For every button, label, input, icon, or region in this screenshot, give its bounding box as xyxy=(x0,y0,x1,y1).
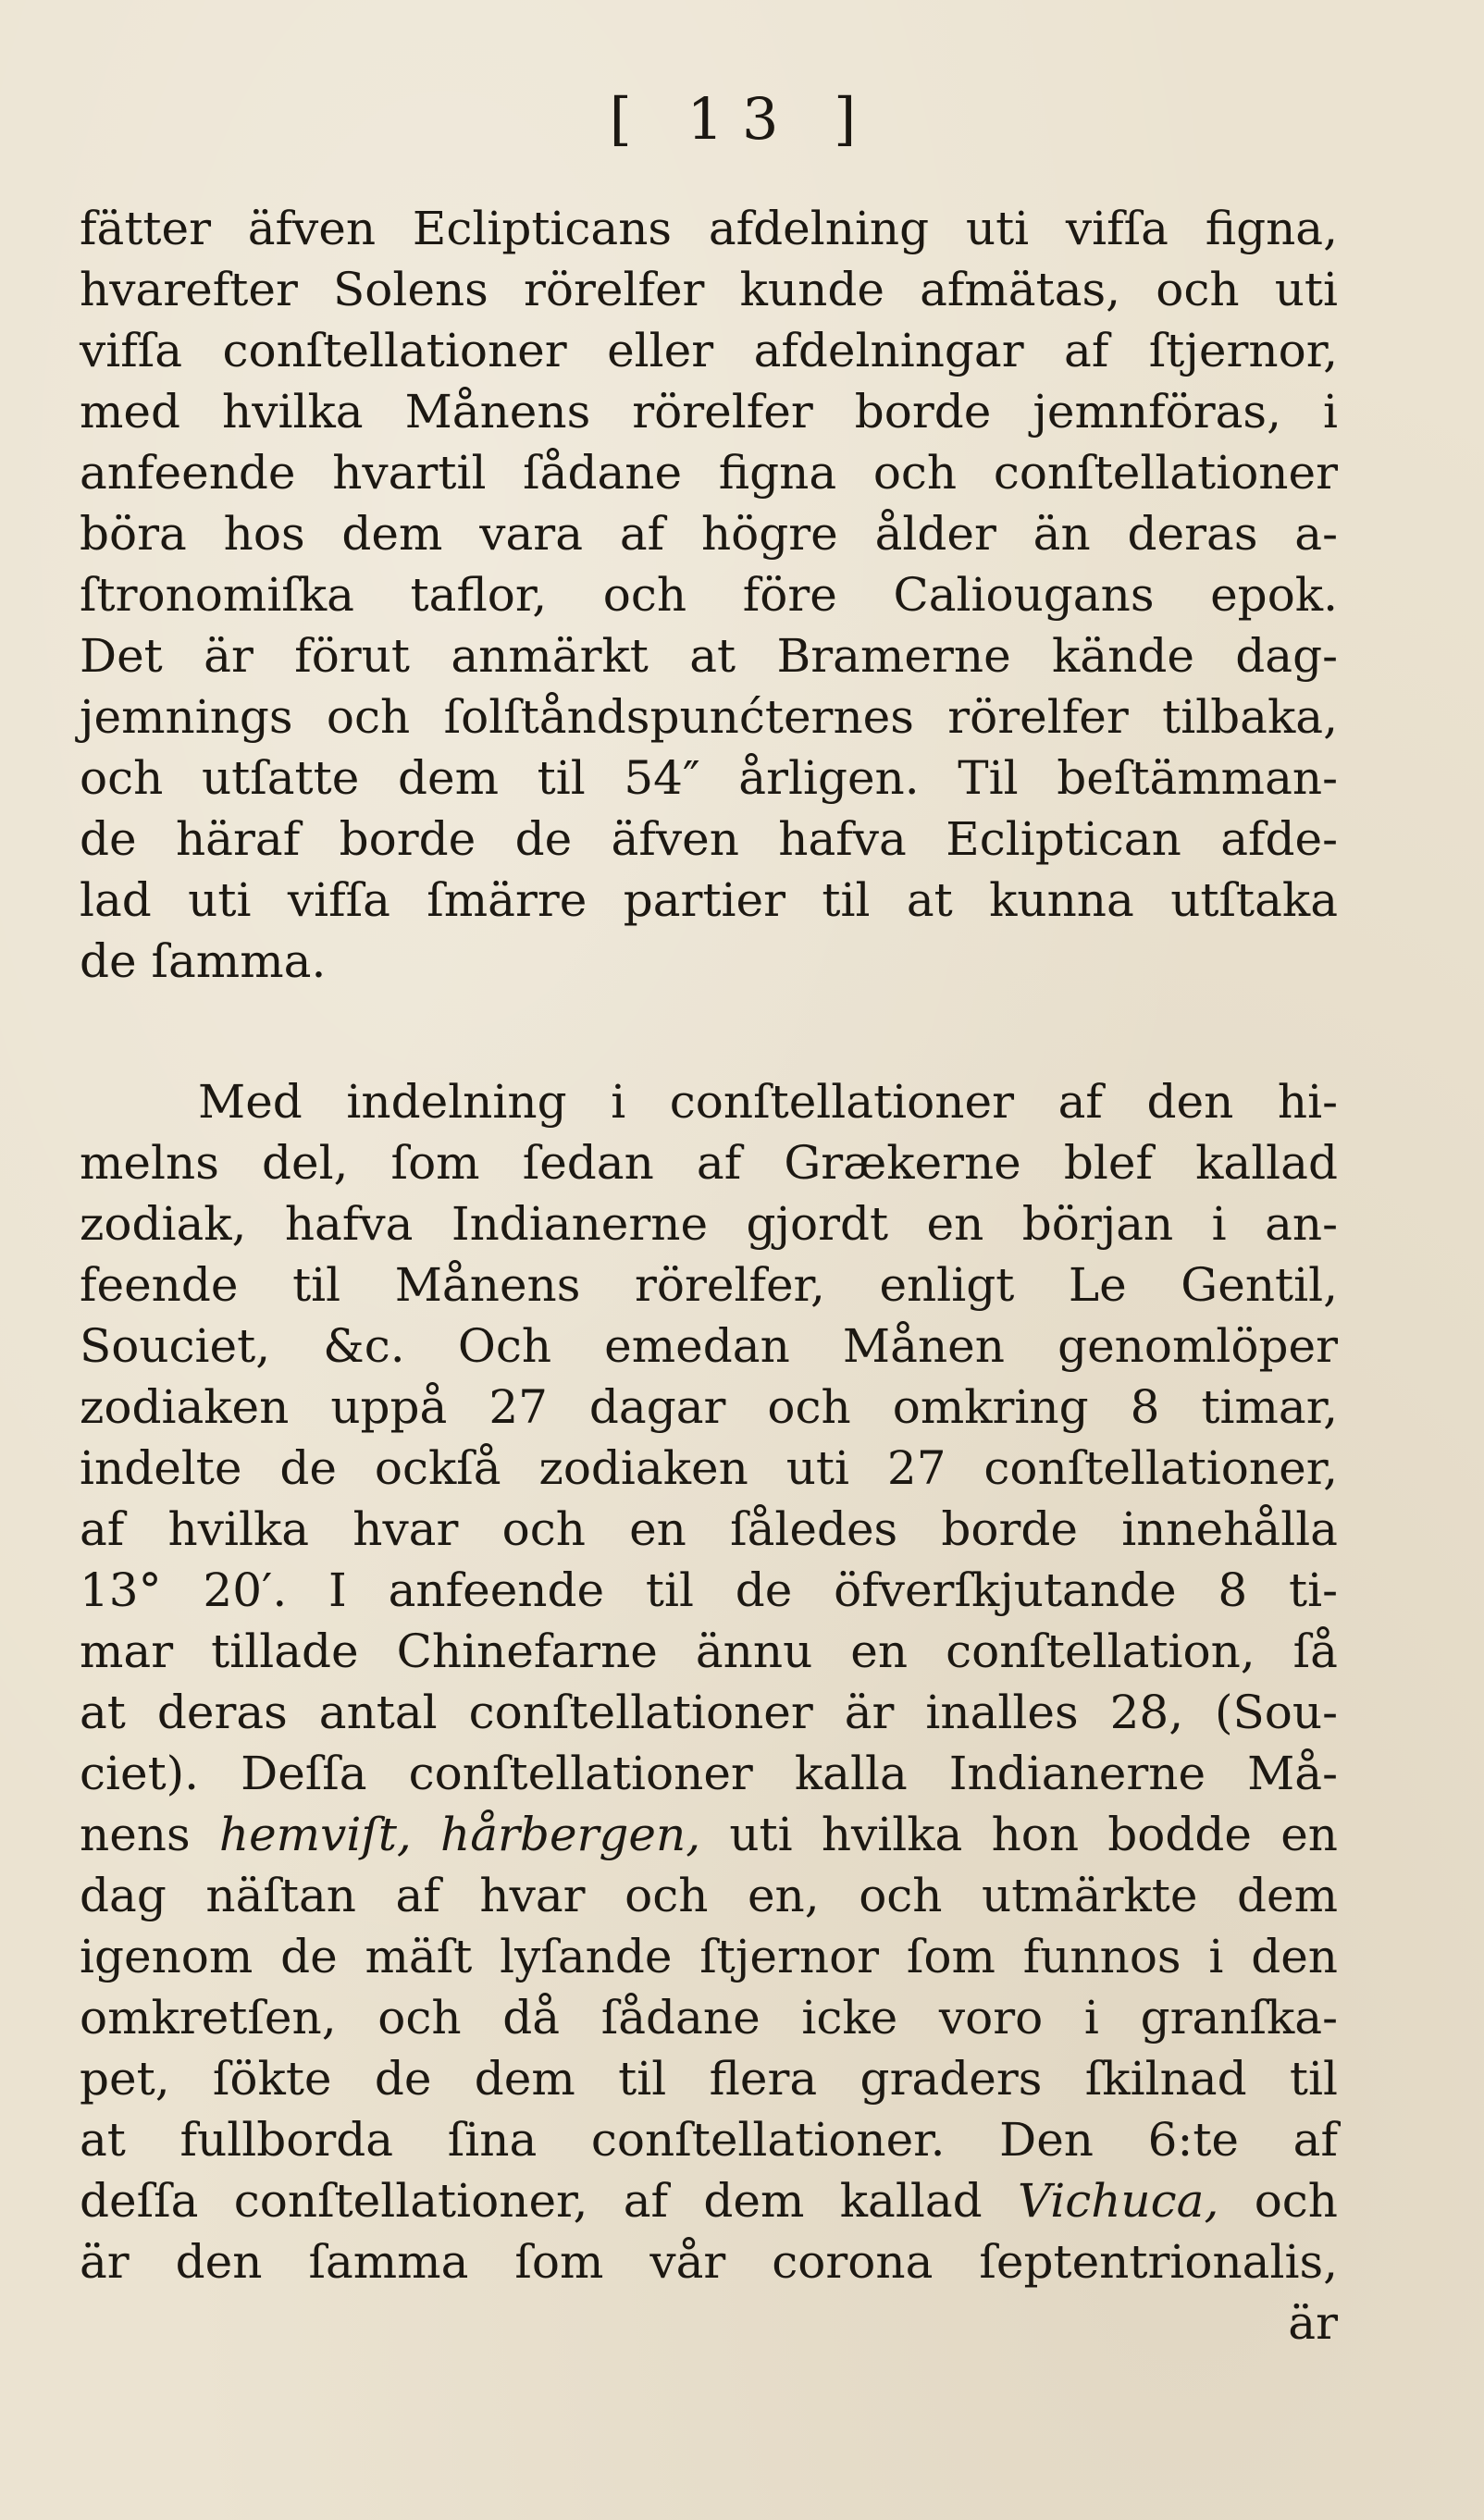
text-line: vifſa conſtellationer eller afdelningar af ſtjernor, xyxy=(80,324,1338,377)
paragraph-1 xyxy=(80,198,1338,992)
text-line: hvarefter Solens rörelfer kunde afmätas, och uti xyxy=(80,263,1338,316)
text-run: deſſa conſtellationer, af dem kallad xyxy=(80,2174,1018,2228)
text-line: fätter äfven Eclipticans afdelning uti vifſa figna, xyxy=(80,202,1338,255)
text-run: och xyxy=(1218,2174,1339,2228)
text-line: 13° 20′. I anfeende til de öfverſkjutande 8 ti- xyxy=(80,1563,1338,1617)
text-line: Det är förut anmärkt at Bramerne kände dag- xyxy=(80,629,1338,683)
text-line-italic-terms xyxy=(80,1804,1338,1865)
text-line: ſtronomiſka taflor, och före Caliougans epok. xyxy=(80,568,1338,622)
text-line: omkretſen, och då ſådane icke voro i granſka- xyxy=(80,1991,1338,2044)
text-line: Med indelning i conſtellationer af den hi- xyxy=(198,1075,1338,1129)
text-line: zodiak, hafva Indianerne gjordt en början i an- xyxy=(80,1197,1338,1251)
text-line: ciet). Deſſa conſtellationer kalla Indianerne Må- xyxy=(80,1747,1338,1800)
text-line: pet, ſökte de dem til flera graders ſkilnad til xyxy=(80,2052,1338,2106)
catchword: är xyxy=(1288,2296,1338,2350)
text-line: med hvilka Månens rörelfer borde jemnföras, i xyxy=(80,385,1338,439)
text-line: lad uti vifſa ſmärre partier til at kunna utſtaka xyxy=(80,873,1338,927)
text-line: och utſatte dem til 54″ årligen. Til beſtämman- xyxy=(80,751,1338,805)
text-line: jemnings och ſolſtåndspunćternes rörelfer tilbaka, xyxy=(80,690,1338,744)
text-line: de häraf borde de äfven hafva Ecliptican afde- xyxy=(80,812,1338,866)
text-line: Souciet, &c. Och emedan Månen genomlöper xyxy=(80,1319,1338,1373)
paragraph-2 xyxy=(80,1071,1338,2353)
text-line: af hvilka hvar och en ſåledes borde innehålla xyxy=(80,1502,1338,1556)
text-line: at deras antal conſtellationer är inalles 28, (Sou- xyxy=(80,1686,1338,1739)
text-line: är den ſamma ſom vår corona ſeptentrionalis, xyxy=(80,2235,1338,2289)
text-line: böra hos dem vara af högre ålder än deras a- xyxy=(80,507,1338,561)
text-line: de ſamma. xyxy=(80,934,327,988)
text-line-vichuca xyxy=(80,2170,1338,2231)
page-number-header: [ 13 ] xyxy=(609,85,875,153)
text-line: dag näſtan af hvar och en, och utmärkte dem xyxy=(80,1869,1338,1922)
text-line: anfeende hvartil ſådane figna och conſtellationer xyxy=(80,446,1338,500)
text-line: mar tillade Chinefarne ännu en conſtellation, ſå xyxy=(80,1624,1338,1678)
italic-term: hemviſt, hårbergen, xyxy=(218,1808,701,1861)
text-line: igenom de mäſt lyſande ſtjernor ſom funnos i den xyxy=(80,1930,1338,1983)
text-line: melns del, ſom ſedan af Grækerne blef kallad xyxy=(80,1136,1338,1190)
italic-term: Vichuca, xyxy=(1018,2174,1219,2228)
text-line: at fullborda ſina conſtellationer. Den 6:te af xyxy=(80,2113,1338,2167)
text-line: zodiaken uppå 27 dagar och omkring 8 timar, xyxy=(80,1380,1338,1434)
text-line: indelte de ockſå zodiaken uti 27 conſtellationer, xyxy=(80,1441,1338,1495)
text-run: nens xyxy=(80,1808,219,1861)
text-line: feende til Månens rörelfer, enligt Le Gentil, xyxy=(80,1258,1338,1312)
text-run: uti hvilka hon bodde en xyxy=(700,1808,1339,1861)
